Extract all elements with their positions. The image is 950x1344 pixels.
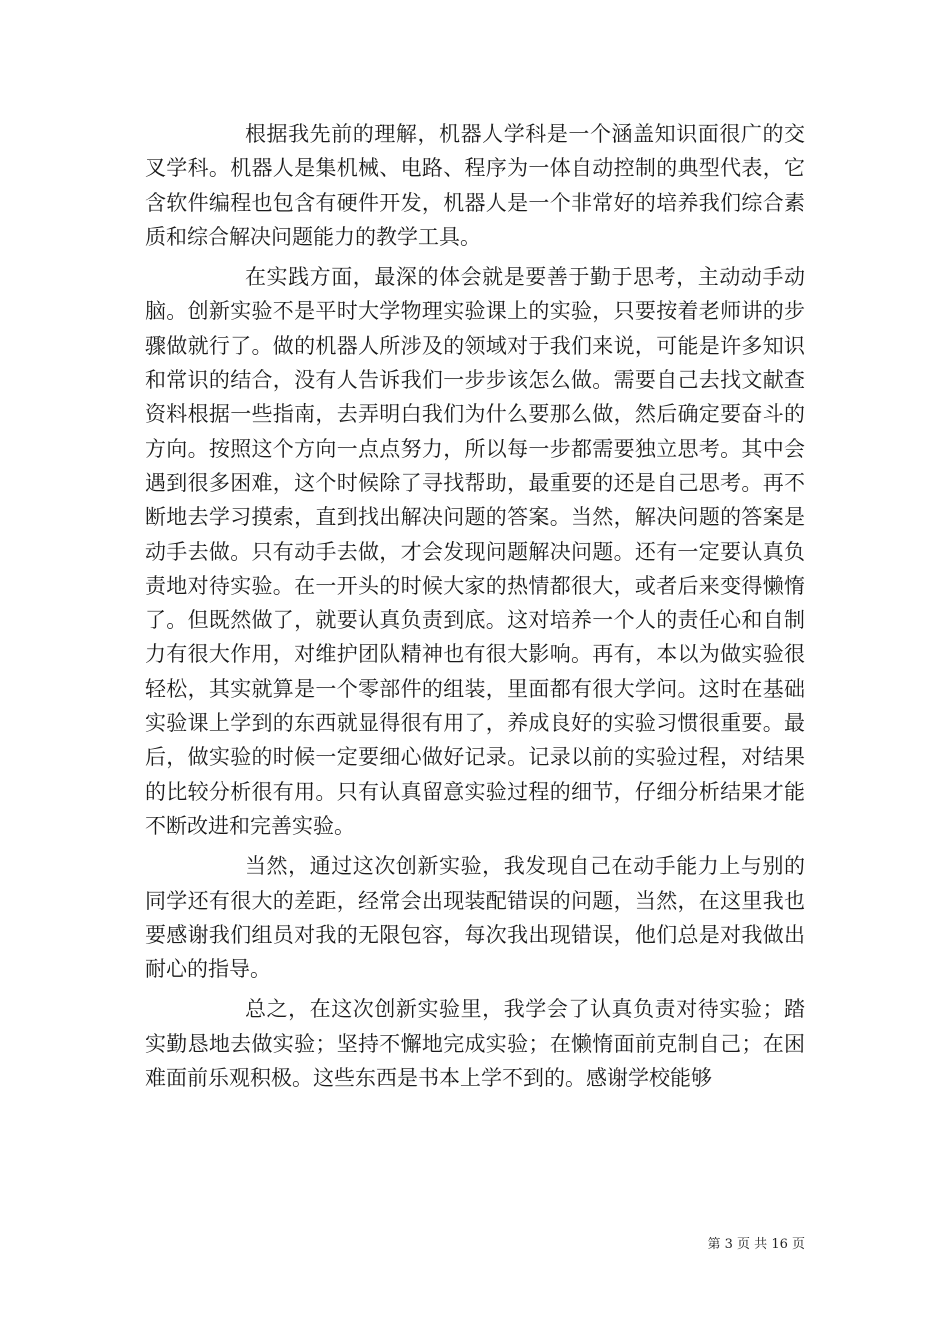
paragraph-3: 当然，通过这次创新实验，我发现自己在动手能力上与别的同学还有很大的差距，经常会出现装配错误的问题，当然，在这里我也要感谢我们组员对我的无限包容，每次我出现错误，他们总是对我做出耐心的指导。 xyxy=(145,854,805,982)
paragraph-1: 根据我先前的理解，机器人学科是一个涵盖知识面很广的交叉学科。机器人是集机械、电路、程序为一体自动控制的典型代表，它含软件编程也包含有硬件开发，机器人是一个非常好的培养我们综合素质和综合解决问题能力的教学工具。 xyxy=(145,122,805,249)
page-number-footer: 第 3 页 共 16 页 xyxy=(707,1237,805,1252)
paragraph-4: 总之，在这次创新实验里，我学会了认真负责对待实验；踏实勤恳地去做实验；坚持不懈地完成实验；在懒惰面前克制自己；在困难面前乐观积极。这些东西是书本上学不到的。感谢学校能够 xyxy=(145,997,805,1091)
paragraph-2: 在实践方面，最深的体会就是要善于勤于思考，主动动手动脑。创新实验不是平时大学物理实验课上的实验，只要按着老师讲的步骤做就行了。做的机器人所涉及的领域对于我们来说，可能是许多知识和常识的结合，没有人告诉我们一步步该怎么做。需要自己去找文献查资料根据一些指南，去弄明白我们为什么要那么做，然后确定要奋斗的方向。按照这个方向一点点努力，所以每一步都需要独立思考。其中会遇到很多困难，这个时候除了寻找帮助，最重要的还是自己思考。再不断地去学习摸索，直到找出解决问题的答案。当然，解决问题的答案是动手去做。只有动手去做，才会发现问题解决问题。还有一定要认真负责地对待实验。在一开头的时候大家的热情都很大，或者后来变得懒惰了。但既然做了，就要认真负责到底。这对培养一个人的责任心和自制力有很大作用，对维护团队精神也有很大影响。再有，本以为做实验很轻松，其实就算是一个零部件的组装，里面都有很大学问。这时在基础实验课上学到的东西就显得很有用了，养成良好的实验习惯很重要。最后，做实验的时候一定要细心做好记录。记录以前的实验过程，对结果的比较分析很有用。只有认真留意实验过程的细节，仔细分析结果才能不断改进和完善实验。 xyxy=(145,265,805,838)
document-body xyxy=(145,117,805,1101)
